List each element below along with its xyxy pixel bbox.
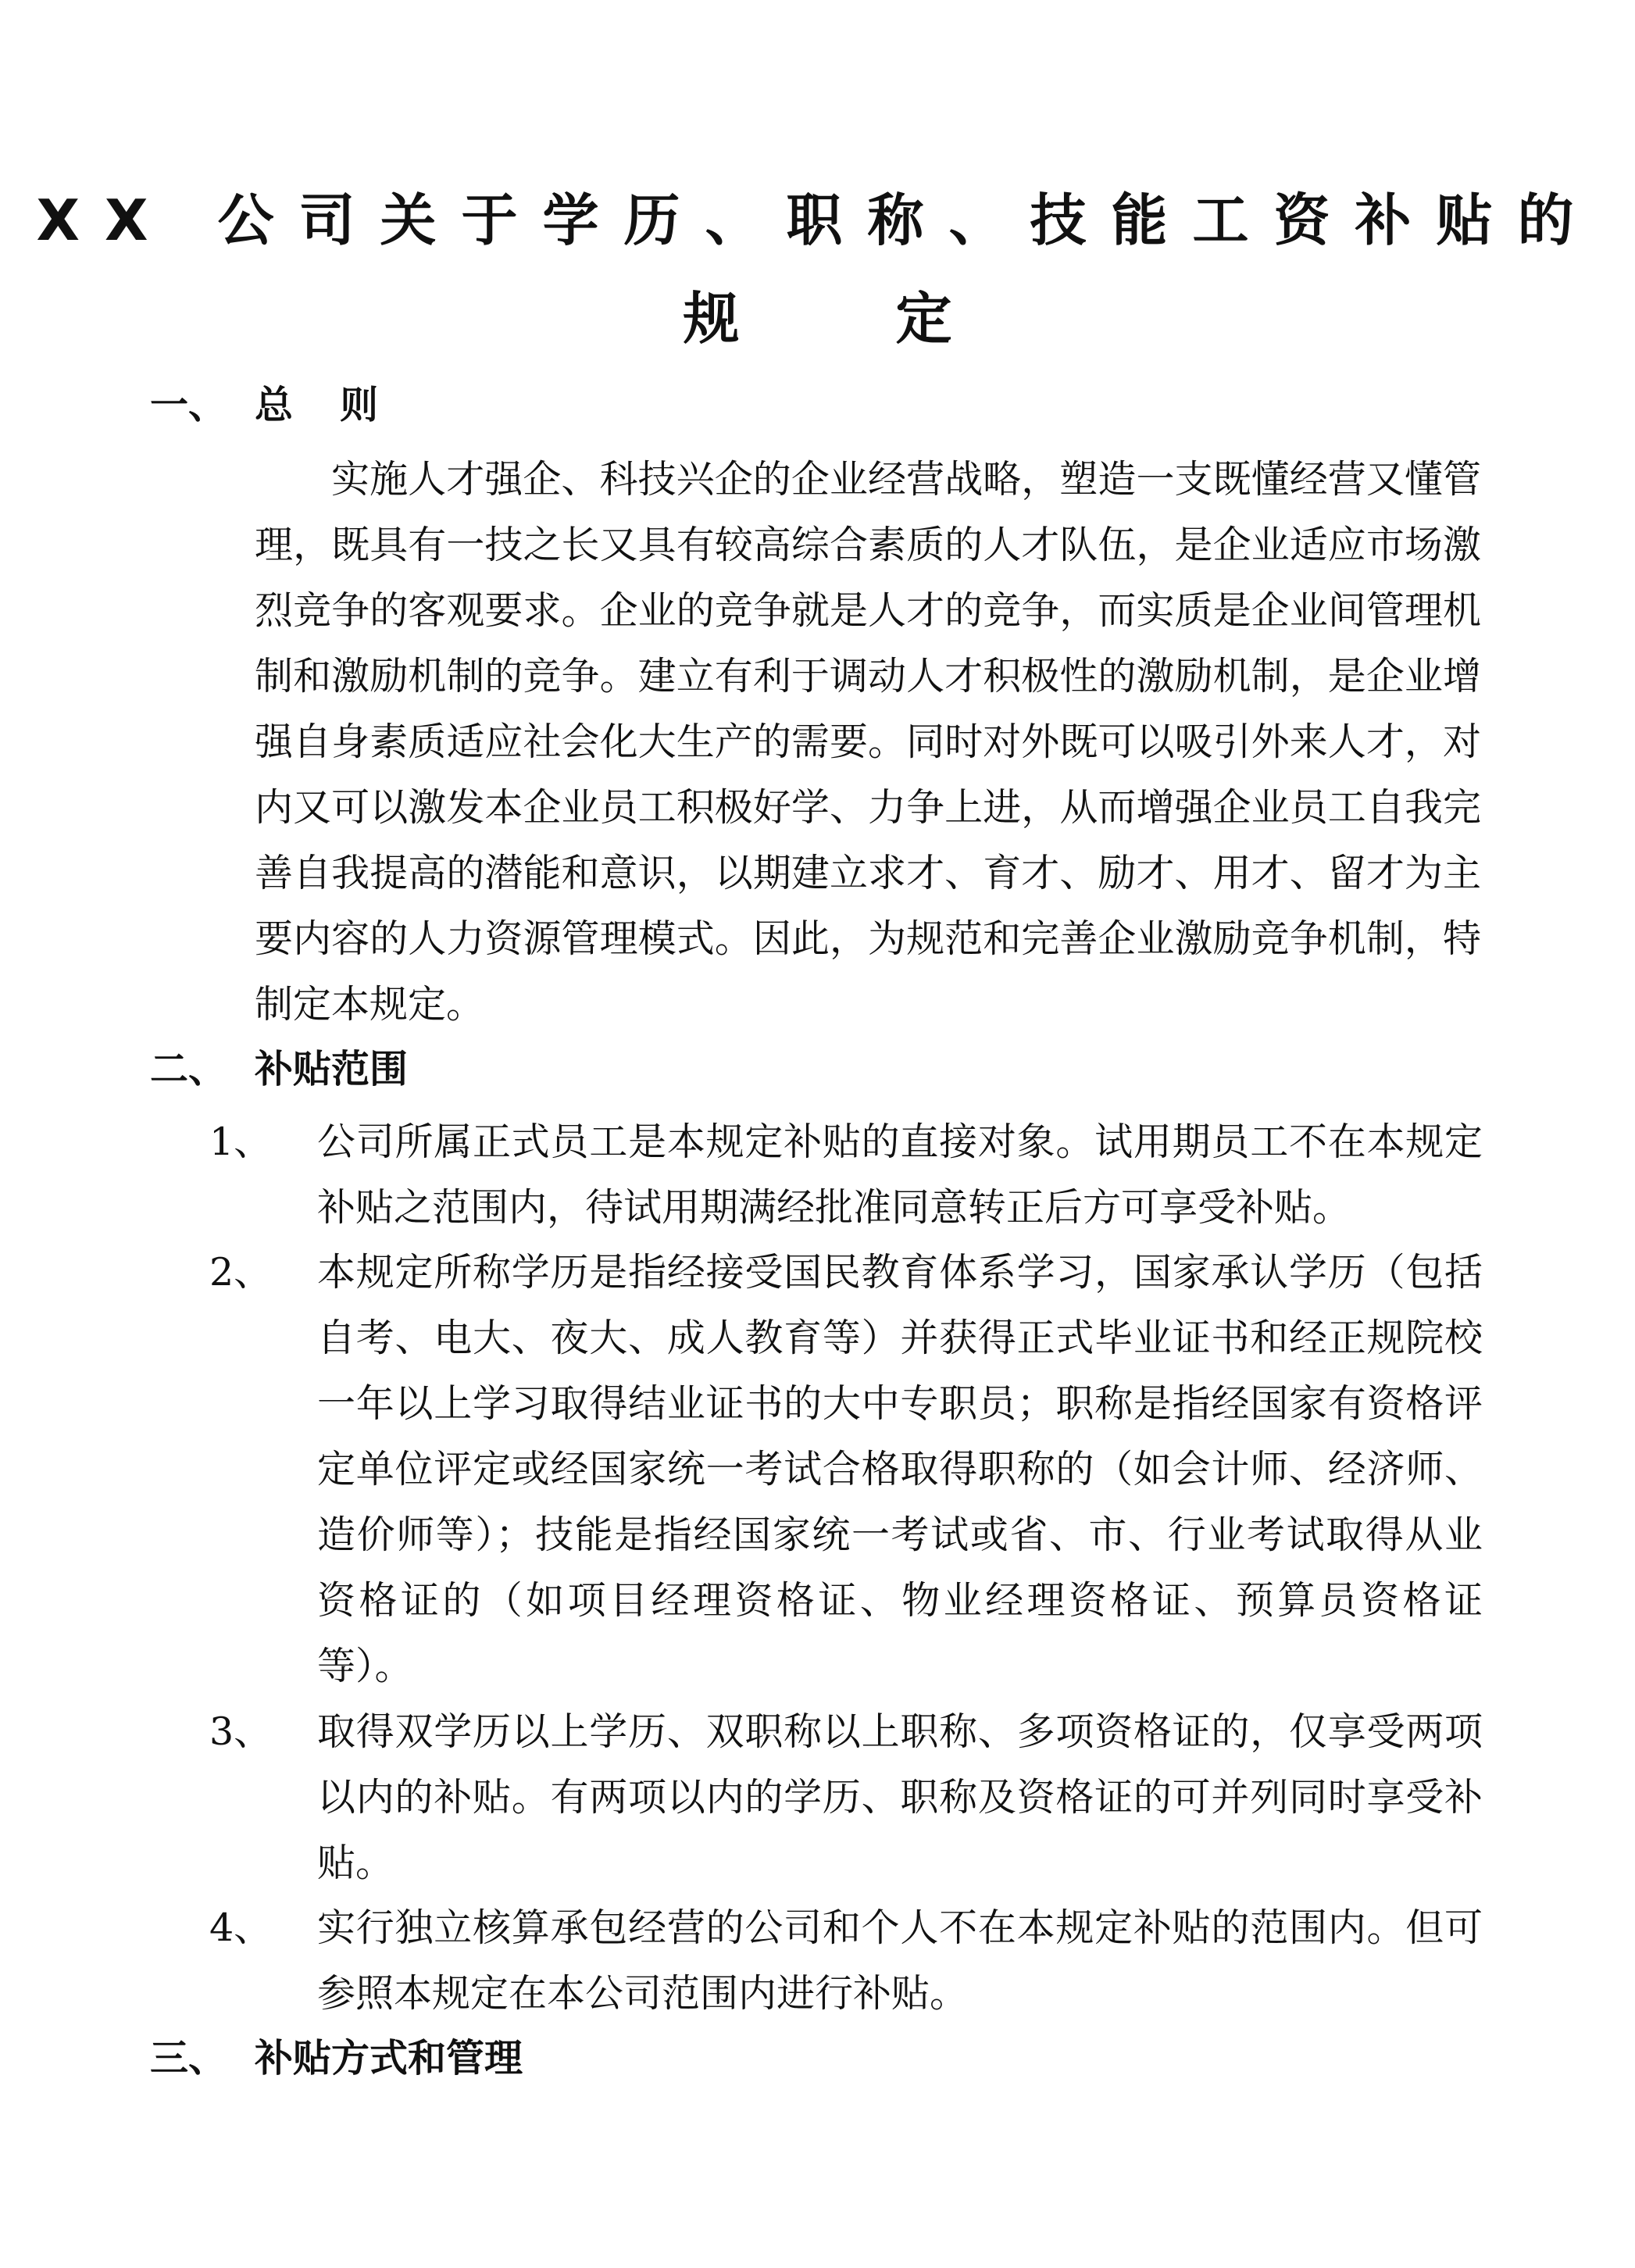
section-heading-3 [150,2028,523,2083]
title-char-1: 规 [683,286,740,352]
list-item-number: 3、 [209,1709,273,1754]
list-item-text: 公司所属正式员工是本规定补贴的直接对象。试用期员工不在本规定补贴之范围内，待试用期满经批准同意转正后方可享受补贴。 [317,1120,1483,1230]
section-title: 补贴方式和管理 [255,2036,523,2080]
list-item-text: 本规定所称学历是指经接受国民教育体系学习，国家承认学历（包括自考、电大、夜大、成人教育等）并获得正式毕业证书和经正规院校一年以上学习取得结业证书的大中专职员；职称是指经国家有资格评定单位评定或经国家统一考试合格取得职称的（如会计师、经济师、造价师等）；技能是指经国家统一考试或省、市、行业考试取得从业资格证的（如项目经理资格证、物业经理资格证、预算员资格证等）。 [317,1250,1483,1688]
section-title: 总则 [255,383,426,427]
list-item-number: 2、 [209,1250,273,1295]
title-char-2: 定 [895,286,952,352]
section-number: 二、 [150,1047,227,1091]
list-item-text: 取得双学历以上学历、双职称以上职称、多项资格证的，仅享受两项以内的补贴。有两项以内的学历、职称及资格证的可并列同时享受补贴。 [317,1709,1483,1885]
section-heading-1 [150,375,425,430]
list-item-text: 实行独立核算承包经营的公司和个人不在本规定补贴的范围内。但可参照本规定在本公司范围内进行补贴。 [317,1905,1483,2016]
section-title: 补贴范围 [255,1047,409,1091]
section-heading-2 [150,1039,408,1094]
list-item [209,1109,1483,1241]
section-paragraph-1: 实施人才强企、科技兴企的企业经营战略，塑造一支既懂经营又懂管理，既具有一技之长又具有较高综合素质的人才队伍，是企业适应市场激烈竞争的客观要求。企业的竞争就是人才的竞争，而实质是企业间管理机制和激励机制的竞争。建立有利于调动人才积极性的激励机制，是企业增强自身素质适应社会化大生产的需要。同时对外既可以吸引外来人才，对内又可以激发本企业员工积极好学、力争上进，从而增强企业员工自我完善自我提高的潜能和意识，以期建立求才、育才、励才、用才、留才为主要内容的人力资源管理模式。因此，为规范和完善企业激励竞争机制，特制定本规定。 [255,457,1481,1027]
list-item [209,1699,1483,1896]
section-number: 三、 [150,2036,227,2080]
list-item [209,1895,1483,2027]
list-item-number: 4、 [209,1905,273,1950]
document-title-line-2 [0,273,1635,355]
list-item-number: 1、 [209,1120,273,1164]
document-title-line-1: XX 公司关于学历、职称、技能工资补贴的 [36,188,1599,253]
list-item [209,1240,1483,1699]
section-number: 一、 [150,383,227,427]
